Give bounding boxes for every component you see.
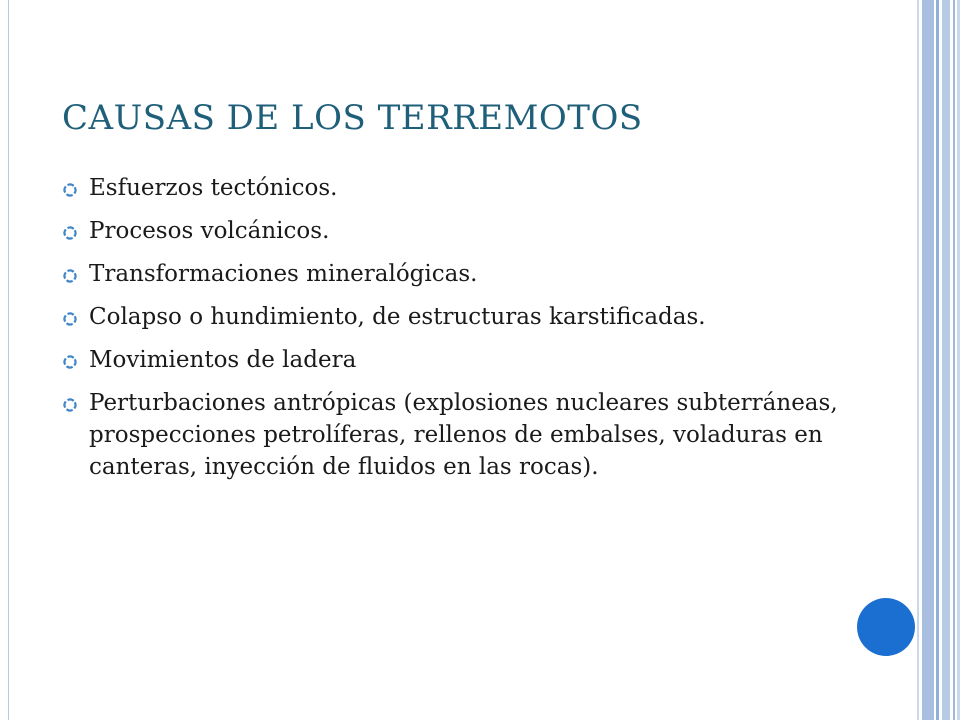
bullet-text: Esfuerzos tectónicos.	[89, 175, 338, 201]
left-frame-line	[8, 0, 9, 720]
bullet-item	[62, 344, 842, 376]
bullet-item	[62, 387, 842, 483]
bullet-text: Procesos volcánicos.	[89, 218, 330, 244]
bullet-text: Perturbaciones antrópicas (explosiones nucleares subterráneas, prospecciones petrolíferas, rellenos de embalses, voladuras en canteras, inyección de fluidos en las rocas).	[89, 390, 838, 480]
bullet-item	[62, 215, 842, 247]
bullet-ring-icon	[62, 311, 78, 327]
accent-circle	[857, 598, 915, 656]
bullet-item	[62, 301, 842, 333]
bullet-text: Transformaciones mineralógicas.	[89, 261, 478, 287]
bullet-ring-icon	[62, 268, 78, 284]
decorative-stripe	[942, 0, 950, 720]
decorative-stripe	[953, 0, 955, 720]
bullet-ring-icon	[62, 397, 78, 413]
right-decorative-band	[917, 0, 960, 720]
bullet-list	[62, 172, 842, 494]
decorative-stripe	[922, 0, 934, 720]
bullet-item	[62, 258, 842, 290]
decorative-stripe	[917, 0, 919, 720]
bullet-ring-icon	[62, 354, 78, 370]
bullet-text: Movimientos de ladera	[89, 347, 357, 373]
bullet-text: Colapso o hundimiento, de estructuras karstificadas.	[89, 304, 706, 330]
decorative-stripe	[936, 0, 939, 720]
bullet-ring-icon	[62, 182, 78, 198]
slide-title: CAUSAS DE LOS TERREMOTOS	[62, 98, 643, 138]
bullet-item	[62, 172, 842, 204]
bullet-ring-icon	[62, 225, 78, 241]
